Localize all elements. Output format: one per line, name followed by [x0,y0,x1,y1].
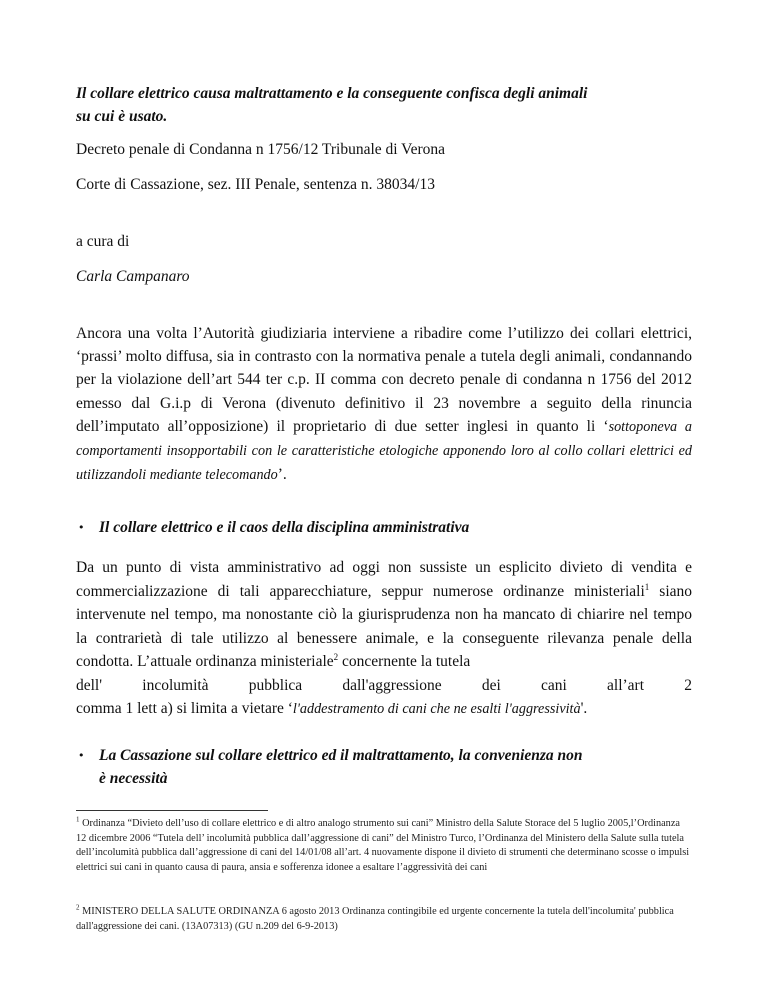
intro-end: ’. [277,466,287,484]
section-heading-1-text: Il collare elettrico e il caos della disciplina amministrativa [99,519,470,536]
section-1-body [76,556,692,674]
justified-line [76,674,692,698]
section-1-quote: l'addestramento di cani che ne esalti l'aggressività [292,701,581,717]
word: 2 [684,676,692,694]
footnote-2 [76,905,692,934]
author-name: Carla Campanaro [76,268,190,285]
intro-paragraph [76,322,692,487]
footnote-1-text: Ordinanza “Divieto dell’uso di collare elettrico e di altro analogo strumento sui cani” Ministro della Salute Storace del 5 luglio 2005,l’Ordinanza 12 dicembre 2006 “Tutela dell’ incolumità pubblica dall’aggressione di cani” del Ministro Turco, l’Ordinanza del Ministero della Salute sulla tutela dell’incolumità pubblica dall’aggressione di cani del 14/01/08 all’art. 4 nuovamente dispone il divieto di strumenti che determinano scosse o impulsi elettrici sui cani in quanto causa di paura, ansia e sofferenza idonee a esaltare l’aggressività dei cani [76,818,690,873]
bullet-icon: • [78,749,85,762]
footnote-1-mark: 1 [76,815,80,824]
footnote-2-text: MINISTERO DELLA SALUTE ORDINANZA 6 agosto 2013 Ordinanza contingibile ed urgente concernente la tutela dell'incolumita' pubblica dall'aggressione dei cani. (13A07313) (GU n.209 del 6-9-2013) [76,906,674,932]
word: dei [481,676,501,694]
footnote-ref-2[interactable]: 2 [333,651,339,662]
section-1-last-end: '. [580,700,588,717]
section-heading-2 [78,744,692,790]
title-line-2: su cui è usato. [76,108,168,125]
section-1-last-text: comma 1 lett a) si limita a vietare ‘ [76,700,293,717]
intro-quote: sottoponeva a comportamenti insopportabili con le caratteristiche etologiche apponendo loro al collo collari elettrici ed utilizzandoli mediante telecomando [76,418,692,484]
footnote-1 [76,817,692,875]
word: pubblica [248,676,303,694]
section-heading-2-line-2: è necessità [99,770,168,787]
word: dall'aggressione [342,676,442,694]
section-1-paragraph [76,556,692,722]
section-heading-2-line-1: La Cassazione sul collare elettrico ed il maltrattamento, la convenienza non [99,747,583,764]
footnote-separator [76,810,268,811]
section-1-text-a: Da un punto di vista amministrativo ad oggi non sussiste un esplicito divieto di vendita e commercializzazione di tali apparecchiature, seppur numerose ordinanze ministeriali [76,559,692,600]
byline-label: a cura di [76,233,130,250]
intro-text: Ancora una volta l’Autorità giudiziaria interviene a ribadire come l’utilizzo dei collari elettrici, ‘prassi’ molto diffusa, sia in contrasto con la normativa penale a tutela degli animali, condannando per la violazione dell’art 544 ter c.p. II comma con decreto penale di condanna n 1756 del 2012 emesso dal G.i.p di Verona (divenuto definitivo il 23 novembre a seguito della rinuncia dell’imputato all’opposizione) il proprietario di due setter inglesi in quanto li ‘ [76,325,692,435]
section-1-text-c: concernente la tutela [338,653,471,670]
decree-reference: Decreto penale di Condanna n 1756/12 Tribunale di Verona [76,141,446,158]
word: all’art [607,676,645,694]
footnote-2-mark: 2 [76,903,80,912]
document-title [76,82,692,128]
word: dell' [76,676,103,694]
bullet-icon: • [78,521,85,534]
section-heading-1 [78,516,692,539]
section-1-text-b: siano intervenute nel tempo, ma nonostante ciò la giurisprudenza non ha mancato di chiarire nel tempo la contrarietà di tale utilizzo al benessere animale, e la conseguente rilevanza penale della condotta. L’attuale ordinanza ministeriale [76,582,692,670]
section-1-last-line [76,697,692,722]
footnote-ref-1[interactable]: 1 [644,581,650,592]
cassation-reference: Corte di Cassazione, sez. III Penale, sentenza n. 38034/13 [76,176,435,193]
word: incolumità [142,676,209,694]
title-line-1: Il collare elettrico causa maltrattamento e la conseguente confisca degli animali [76,85,588,102]
word: cani [540,676,567,694]
